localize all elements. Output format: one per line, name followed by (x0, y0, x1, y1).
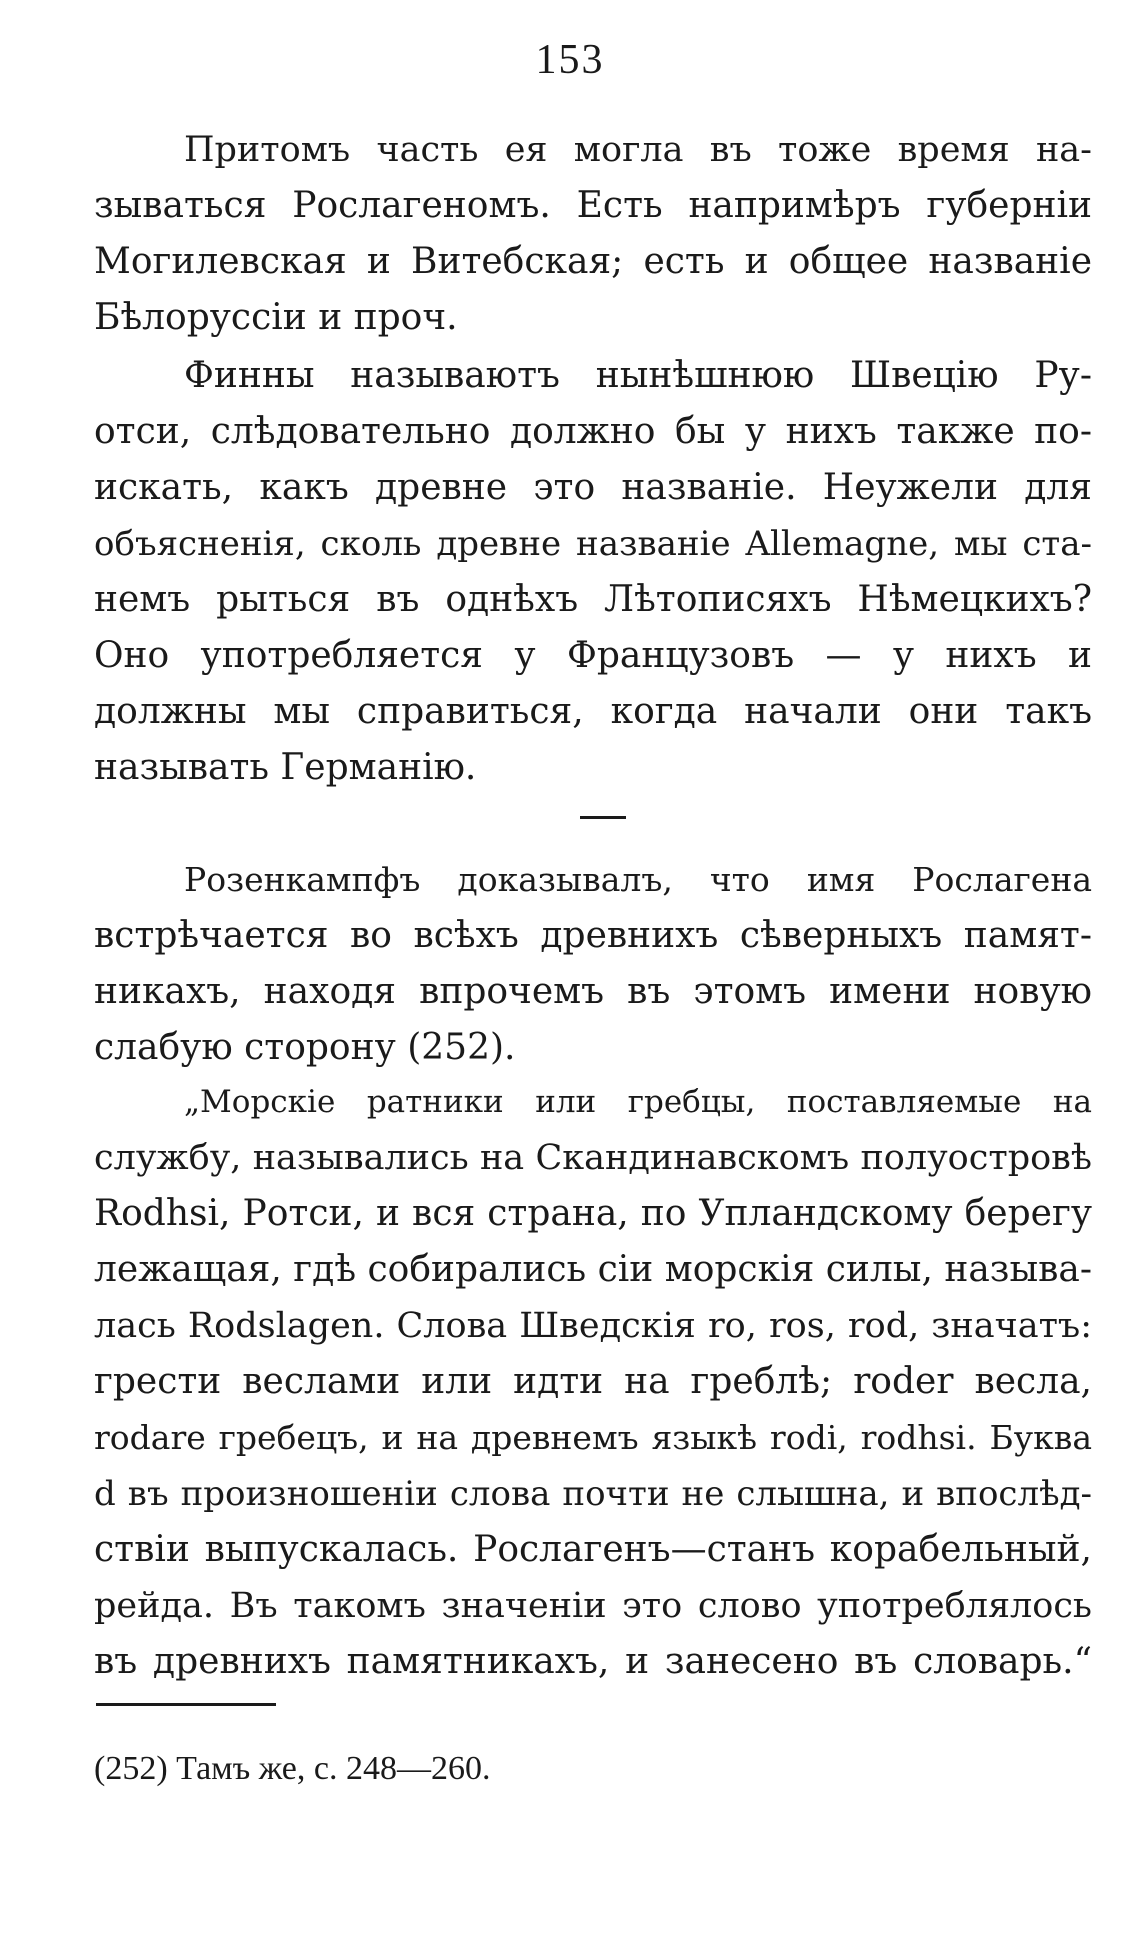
paragraph-3 (94, 852, 1092, 1076)
text-line: объясненія, сколь древне названіе Allemagne, мы ста- (94, 524, 1092, 564)
text-line: Розенкампфъ доказывалъ, что имя Рослагена (184, 860, 1092, 899)
text-line: Оно употребляется у Французовъ — у нихъ и (94, 635, 1092, 676)
text-line: Финны называютъ нынѣшнюю Швецію Ру- (184, 355, 1092, 396)
text-line: службу, назывались на Скандинавскомъ полуостровѣ (94, 1138, 1092, 1178)
text-line: Могилевская и Витебская; есть и общее названіе (94, 241, 1092, 282)
text-line: встрѣчается во всѣхъ древнихъ сѣверныхъ памят- (94, 915, 1092, 956)
text-line: rodare гребецъ, и на древнемъ языкѣ rodi, rodhsi. Буква (94, 1418, 1092, 1457)
text-line: d въ произношеніи слова почти не слышна, и впослѣд- (94, 1474, 1092, 1514)
text-line: искать, какъ древне это названіе. Неужели для (94, 467, 1092, 508)
text-line: Rodhsi, Ротси, и вся страна, по Упландскому берегу (94, 1193, 1092, 1234)
paragraph-4-quote (94, 1074, 1092, 1690)
footnote: (252) Тамъ же, с. 248—260. (94, 1750, 491, 1787)
text-line: называть Германію. (94, 747, 477, 788)
text-line: должны мы справиться, когда начали они такъ (94, 691, 1092, 732)
page-number: 153 (535, 37, 605, 83)
text-line: лежащая, гдѣ собирались сіи морскія силы, называ- (94, 1249, 1092, 1290)
text-line: рейда. Въ такомъ значеніи это слово употреблялось (94, 1586, 1092, 1626)
footnote-rule (96, 1703, 276, 1706)
text-line: „Морскіе ратники или гребцы, поставляемые на (184, 1084, 1092, 1120)
section-divider (580, 816, 626, 819)
paragraph-2 (94, 348, 1092, 796)
text-line: отси, слѣдовательно должно бы у нихъ также по- (94, 411, 1092, 452)
paragraph-1 (94, 122, 1092, 346)
text-line: никахъ, находя впрочемъ въ этомъ имени новую (94, 971, 1092, 1012)
text-line: зываться Рослагеномъ. Есть напримѣръ губерніи (94, 185, 1092, 226)
text-line: Бѣлоруссіи и проч. (94, 297, 458, 338)
text-line: ствіи выпускалась. Рослагенъ—станъ корабельный, (94, 1529, 1092, 1570)
text-line: слабую сторону (252). (94, 1027, 516, 1068)
text-line: грести веслами или идти на греблѣ; roder весла, (94, 1361, 1092, 1402)
text-line: немъ рыться въ однѣхъ Лѣтописяхъ Нѣмецкихъ? (94, 579, 1092, 620)
text-line: лась Rodslagen. Слова Шведскія ro, ros, rod, значатъ: (94, 1306, 1092, 1346)
text-line: Притомъ часть ея могла въ тоже время на- (184, 130, 1092, 170)
text-line: въ древнихъ памятникахъ, и занесено въ словарь.“ (94, 1641, 1092, 1682)
